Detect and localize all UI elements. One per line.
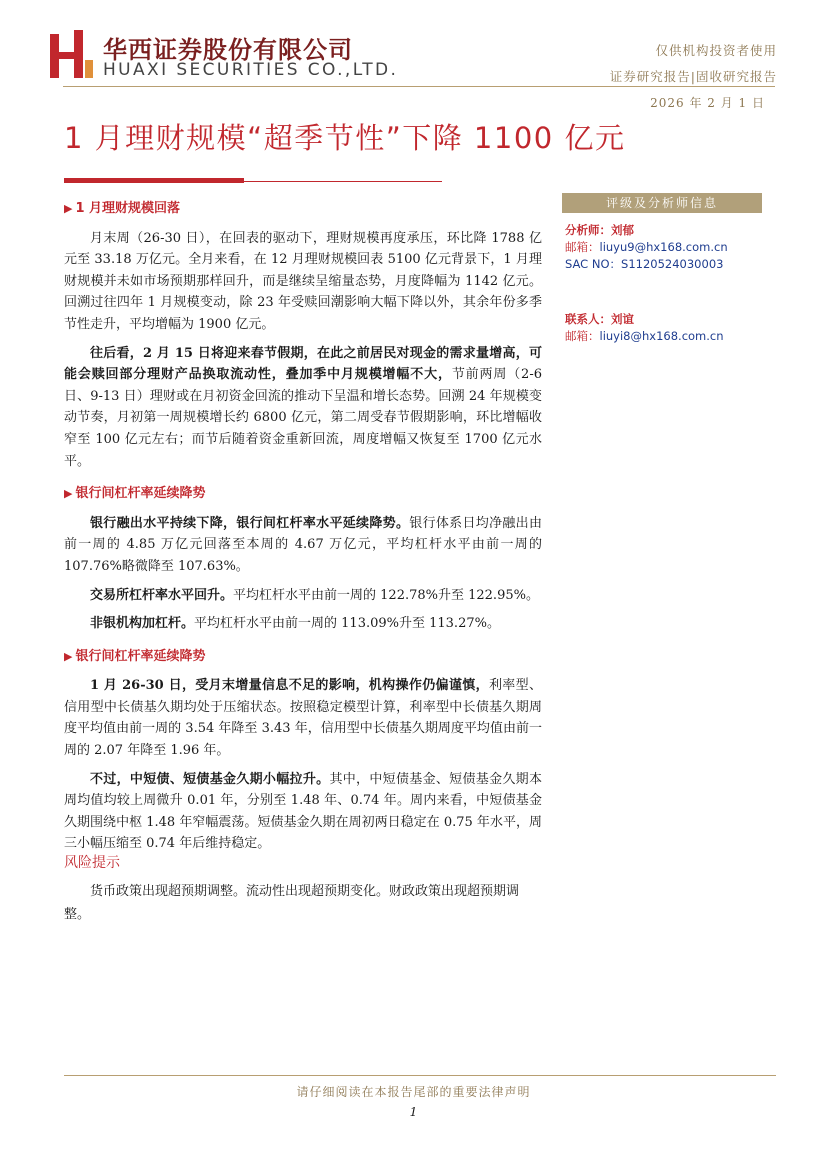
paragraph: 往后看，2 月 15 日将迎来春节假期，在此之前居民对现金的需求量增高，可能会赎回部分理财产品换取流动性，叠加季中月规模增幅不大，节前两周（2-6 日、9-13 日）理财或在月初资金回流的推动下呈温和增长态势。回溯 24 年规模变动节奏，月初第一周规模增长约 6800 亿元，第二周受春节假期影响，环比增幅收窄至 100 亿元左右；而节后随着资金重新回流，周度增幅又恢复至 1700 亿元水平。 — [64, 345, 542, 469]
analyst-name: 分析师：刘郁 — [565, 223, 634, 237]
triangle-bullet-icon: ▶ — [64, 649, 73, 663]
report-type: 证券研究报告|固收研究报告 — [609, 69, 777, 84]
paragraph: 月末周（26-30 日），在回表的驱动下，理财规模再度承压，环比降 1788 亿元至 33.18 万亿元。全月来看，在 12 月理财规模回表 5100 亿元背景下，1 月理财规模并未如市场预期那样回升，而是继续呈缩量态势，月度降幅为 1142 亿元。回溯过往四年 1 月规模变动，除 23 年受赎回潮影响大幅下降以外，其余年份多季节性走升，平均增幅为 1900 亿元。 — [64, 230, 542, 332]
sidebar-header: 评级及分析师信息 — [562, 193, 762, 213]
header-divider — [63, 86, 775, 87]
footer-divider — [64, 1075, 776, 1076]
title-underline-bar — [64, 178, 244, 183]
analyst-email-row: 邮箱：liuyu9@hx168.com.cn — [565, 240, 728, 254]
contact-name: 联系人：刘谊 — [565, 312, 634, 326]
company-name-en: HUAXI SECURITIES CO.,LTD. — [103, 60, 399, 80]
huaxi-logo-icon — [50, 30, 94, 78]
section-heading: ▶ 银行间杠杆率延续降势 — [64, 648, 206, 664]
analyst-info — [565, 222, 765, 345]
section-heading: ▶ 1 月理财规模回落 — [64, 201, 181, 216]
risk-text: 货币政策出现超预期调整。流动性出现超预期变化。财政政策出现超预期调整。 — [64, 884, 520, 922]
paragraph: 不过，中短债、短债基金久期小幅拉升。其中，中短债基金、短债基金久期本周均值均较上周微升 0.01 年，分别至 1.48 年、0.74 年。周内来看，中短债基金久期围绕中枢 1.48 年窄幅震荡。短债基金久期在周初两日稳定在 0.75 年水平，周三小幅压缩至 0.74 年后维持稳定。 — [64, 771, 542, 852]
paragraph: 1 月 26-30 日，受月末增量信息不足的影响，机构操作仍偏谨慎，利率型、信用型中长债基久期均处于压缩状态。按照稳定模型计算，利率型中长债基久期周度平均值由前一周的 3.54 年降至 3.43 年，信用型中长债基久期周度平均值由前一周的 2.07 年降至 1.96 年。 — [64, 678, 542, 759]
analyst-email-link[interactable]: liuyu9@hx168.com.cn — [599, 240, 728, 254]
paragraph: 交易所杠杆率水平回升。平均杠杆水平由前一周的 122.78%升至 122.95%。 — [90, 587, 539, 603]
risk-title: 风险提示 — [64, 855, 120, 871]
triangle-bullet-icon: ▶ — [64, 202, 73, 215]
title-underline-rule — [244, 181, 442, 182]
analyst-sac-row: SAC NO：S1120524030003 — [565, 257, 724, 271]
section-heading: ▶ 银行间杠杆率延续降势 — [64, 486, 206, 502]
report-title: 1 月理财规模“超季节性”下降 1100 亿元 — [64, 121, 626, 155]
contact-email-link[interactable]: liuyi8@hx168.com.cn — [599, 329, 724, 343]
triangle-bullet-icon: ▶ — [64, 487, 73, 501]
paragraph: 银行融出水平持续下降，银行间杠杆率水平延续降势。银行体系日均净融出由前一周的 4.85 万亿元回落至本周的 4.67 万亿元，平均杠杆水平由前一周的 107.76%略微降至 107.63%。 — [64, 515, 542, 574]
usage-notice: 仅供机构投资者使用 — [655, 43, 777, 58]
company-name-cn: 华西证券股份有限公司 — [103, 36, 353, 64]
analyst-sac: S1120524030003 — [621, 257, 724, 271]
page-number: 1 — [409, 1105, 418, 1119]
footer-disclaimer: 请仔细阅读在本报告尾部的重要法律声明 — [296, 1085, 531, 1099]
contact-email-row: 邮箱：liuyi8@hx168.com.cn — [565, 329, 724, 343]
report-date: 2026 年 2 月 1 日 — [650, 96, 765, 110]
paragraph: 非银机构加杠杆。平均杠杆水平由前一周的 113.09%升至 113.27%。 — [90, 616, 500, 632]
main-content — [64, 198, 542, 862]
